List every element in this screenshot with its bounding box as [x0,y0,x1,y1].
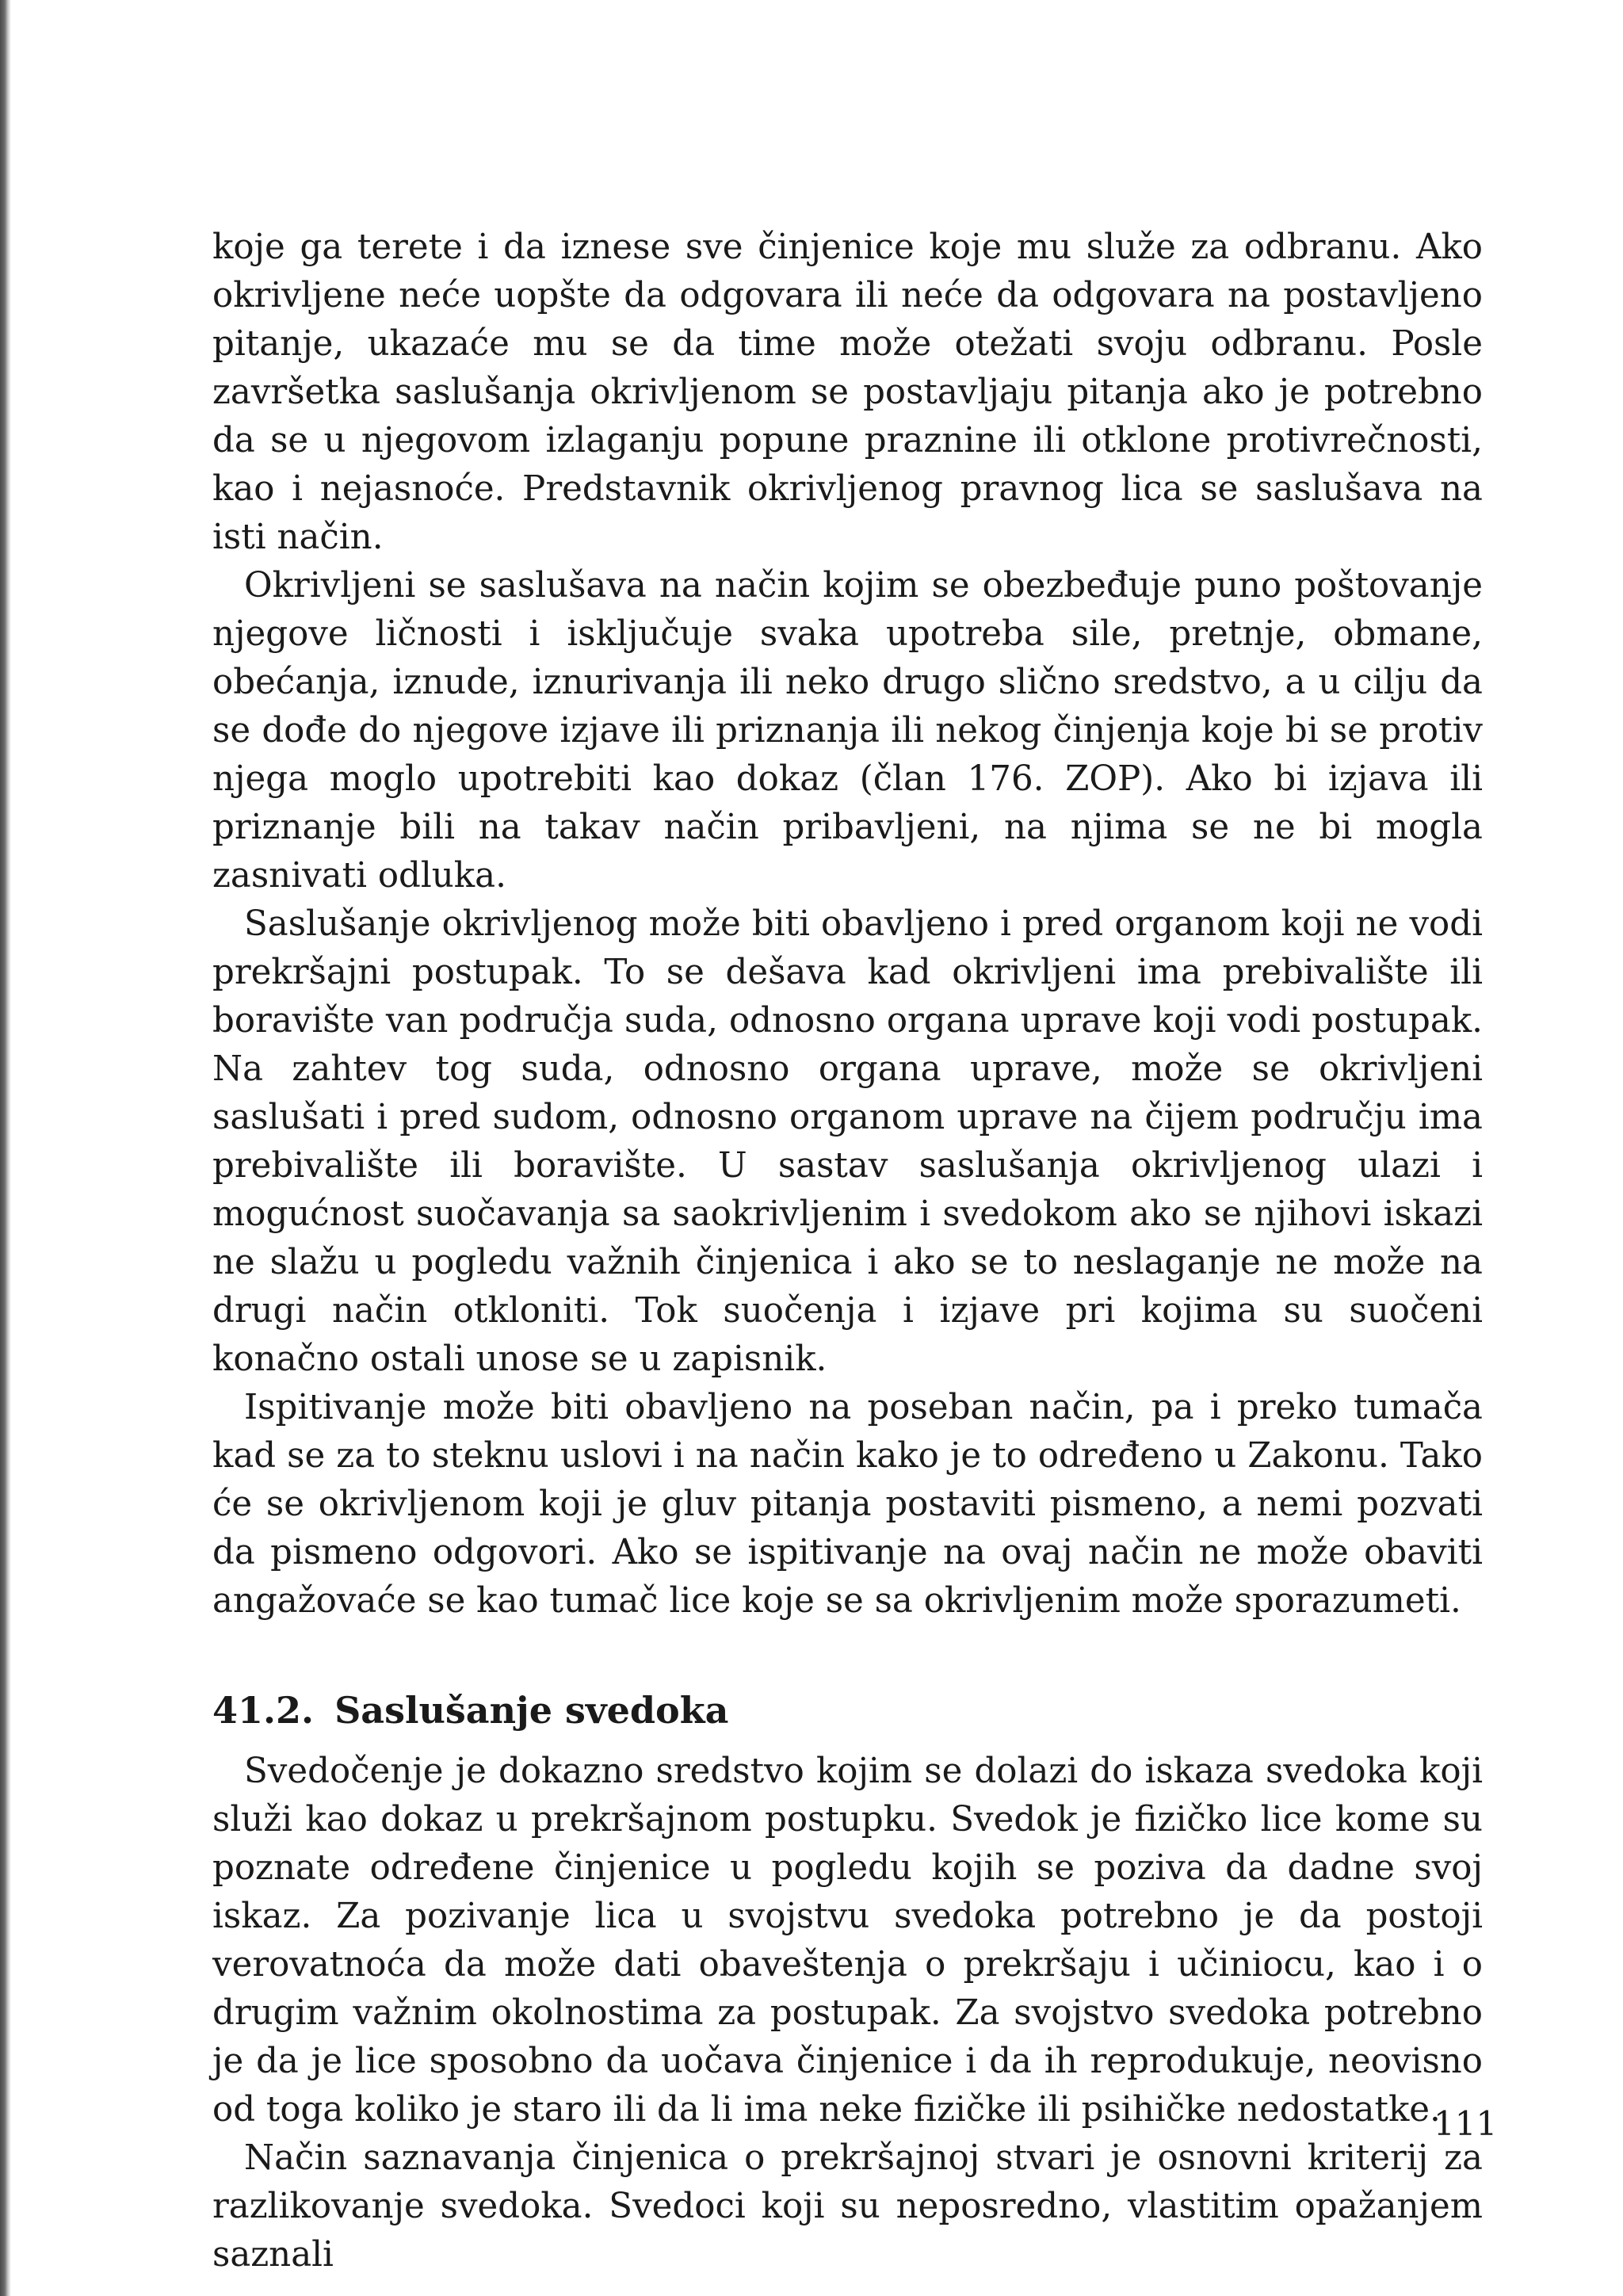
paragraph-2: Okrivljeni se saslušava na način kojim se obezbeđuje puno poštovanje njegove ličnosti i isključuje svaka upotreba sile, pretnje, obmane, obećanja, iznude, iznurivanja ili neko drugo slično sredstvo, a u cilju da se dođe do njegove izjave ili priznanja ili nekog činjenja koje bi se protiv njega moglo upotrebiti kao dokaz (član 176. ZOP). Ako bi izjava ili priznanje bili na takav način pribavljeni, na njima se ne bi mogla zasnivati odluka. [212,566,1483,896]
paragraph-3: Saslušanje okrivljenog može biti obavljeno i pred organom koji ne vodi prekršajni postupak. To se dešava kad okrivljeni ima prebivalište ili boravište van područja suda, odnosno organa uprave koji vodi postupak. Na zahtev tog suda, odnosno organa uprave, može se okrivljeni saslušati i pred sudom, odnosno organom uprave na čijem području ima prebivalište ili boravište. U sastav saslušanja okrivljenog ulazi i mogućnost suočavanja sa saokrivljenim i svedokom ako se njihovi iskazi ne slažu u pogledu važnih činjenica i ako se to neslaganje ne može na drugi način otkloniti. Tok suočenja i izjave pri kojima su suočeni konačno ostali unose se u zapisnik. [212,904,1483,1379]
paragraph-5: Svedočenje je dokazno sredstvo kojim se dolazi do iskaza svedoka koji služi kao dokaz u prekršajnom postupku. Svedok je fizičko lice kome su poznate određene činjenice u pogledu kojih se poziva da dadne svoj iskaz. Za pozivanje lica u svojstvu svedoka potrebno je da postoji verovatnoća da može dati obaveštenja o prekršaju i učiniocu, kao i o drugim važnim okolnostima za postupak. Za svojstvo svedoka potrebno je da je lice sposobno da uočava činjenice i da ih reprodukuje, neovisno od toga koliko je staro ili da li ima neke fizičke ili psihičke nedostatke. [212,1752,1483,2130]
page-number: 111 [1434,2104,1498,2143]
scan-binding-edge [0,0,11,2296]
page-body [212,223,1483,2279]
paragraph-4: Ispitivanje može biti obavljeno na poseban način, pa i preko tumača kad se za to steknu uslovi i na način kako je to određeno u Zakonu. Tako će se okrivljenom koji je gluv pitanja postaviti pismeno, a nemi pozvati da pismeno odgovori. Ako se ispitivanje na ovaj način ne može obaviti angažovaće se kao tumač lice koje se sa okrivljenim može sporazumeti. [212,1388,1483,1621]
section-number: 41.2. [212,1689,315,1732]
section-title: Saslušanje svedoka [334,1689,729,1732]
paragraph-1: koje ga terete i da iznese sve činjenice koje mu služe za odbranu. Ako okrivljene neće uopšte da odgovara ili neće da odgovara na postavljeno pitanje, ukazaće mu se da time može otežati svoju odbranu. Posle završetka saslušanja okrivljenom se postavljaju pitanja ako je potrebno da se u njegovom izlaganju popune praznine ili otklone protivrečnosti, kao i nejasnoće. Predstavnik okrivljenog pravnog lica se saslušava na isti način. [212,227,1483,557]
paragraph-6: Način saznavanja činjenica o prekršajnoj stvari je osnovni kriterij za razlikovanje svedoka. Svedoci koji su neposredno, vlastitim opažanjem saznali [212,2138,1483,2275]
section-heading [212,1684,1483,1736]
